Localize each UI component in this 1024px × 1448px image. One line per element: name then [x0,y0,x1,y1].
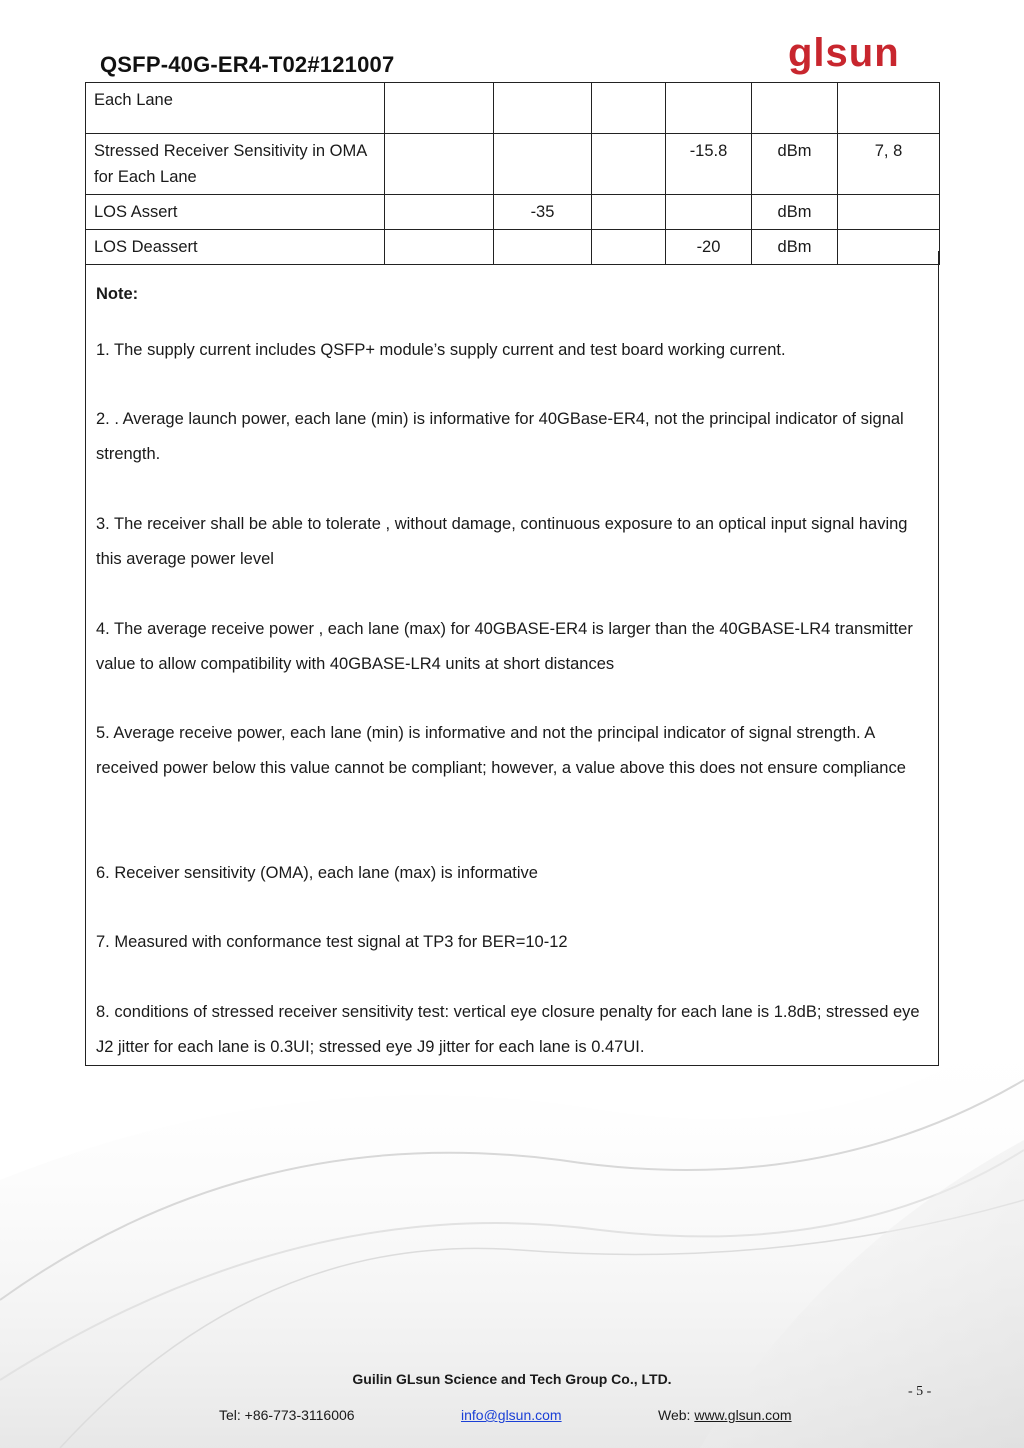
note-item-4: 4. The average receive power , each lane (max) for 40GBASE-ER4 is larger than the 40GBASE-LR4 transmitter value to allow compatibility with 40GBASE-LR4 units at short distances [96,620,913,673]
max-cell: -15.8 [666,134,752,195]
max-cell: -20 [666,230,752,265]
notes-cell: 7, 8 [838,134,940,195]
footer-company-name: Guilin GLsun Science and Tech Group Co., LTD. [352,1371,672,1387]
table-row [86,195,940,230]
note-item-2: 2. . Average launch power, each lane (min) is informative for 40GBase-ER4, not the principal indicator of signal strength. [96,410,904,463]
symbol-cell [385,83,494,134]
parameter-cell: LOS Deassert [86,230,385,265]
footer-telephone: Tel: +86-773-3116006 [219,1407,355,1423]
receiver-spec-table [85,82,940,265]
min-cell: -35 [494,195,592,230]
unit-cell: dBm [752,134,838,195]
parameter-cell: LOS Assert [86,195,385,230]
max-cell [666,83,752,134]
note-item-6: 6. Receiver sensitivity (OMA), each lane (max) is informative [96,864,538,882]
parameter-cell: Stressed Receiver Sensitivity in OMA for Each Lane [86,134,385,195]
unit-cell: dBm [752,230,838,265]
footer-website [658,1407,792,1423]
page-number: - 5 - [908,1384,932,1399]
unit-cell [752,83,838,134]
website-label: Web: [658,1407,691,1423]
typ-cell [592,83,666,134]
footer-email-link[interactable]: info@glsun.com [461,1407,562,1423]
min-cell [494,134,592,195]
note-item-1: 1. The supply current includes QSFP+ module’s supply current and test board working current. [96,341,786,359]
notes-section [85,251,939,1066]
typ-cell [592,134,666,195]
website-link[interactable]: www.glsun.com [694,1407,792,1423]
max-cell [666,195,752,230]
notes-cell [838,195,940,230]
symbol-cell [385,134,494,195]
glsun-logo [788,34,923,80]
note-item-7: 7. Measured with conformance test signal at TP3 for BER=10-12 [96,933,568,951]
table-row [86,134,940,195]
unit-cell: dBm [752,195,838,230]
parameter-cell: Each Lane [86,83,385,134]
note-item-5: 5. Average receive power, each lane (min) is informative and not the principal indicator of signal strength. A received power below this value cannot be compliant; however, a value above this does not ensure compliance [96,724,906,777]
symbol-cell [385,195,494,230]
typ-cell [592,195,666,230]
note-item-8: 8. conditions of stressed receiver sensitivity test: vertical eye closure penalty for each lane is 1.8dB; stressed eye J2 jitter for each lane is 0.3UI; stressed eye J9 jitter for each lane is 0.47UI. [96,1003,920,1056]
table-row [86,83,940,134]
document-title: QSFP-40G-ER4-T02#121007 [100,52,395,77]
notes-cell [838,83,940,134]
min-cell [494,83,592,134]
note-item-3: 3. The receiver shall be able to tolerate , without damage, continuous exposure to an optical input signal having this average power level [96,515,908,568]
notes-heading: Note: [96,285,139,303]
svg-text:glsun: glsun [788,34,900,75]
